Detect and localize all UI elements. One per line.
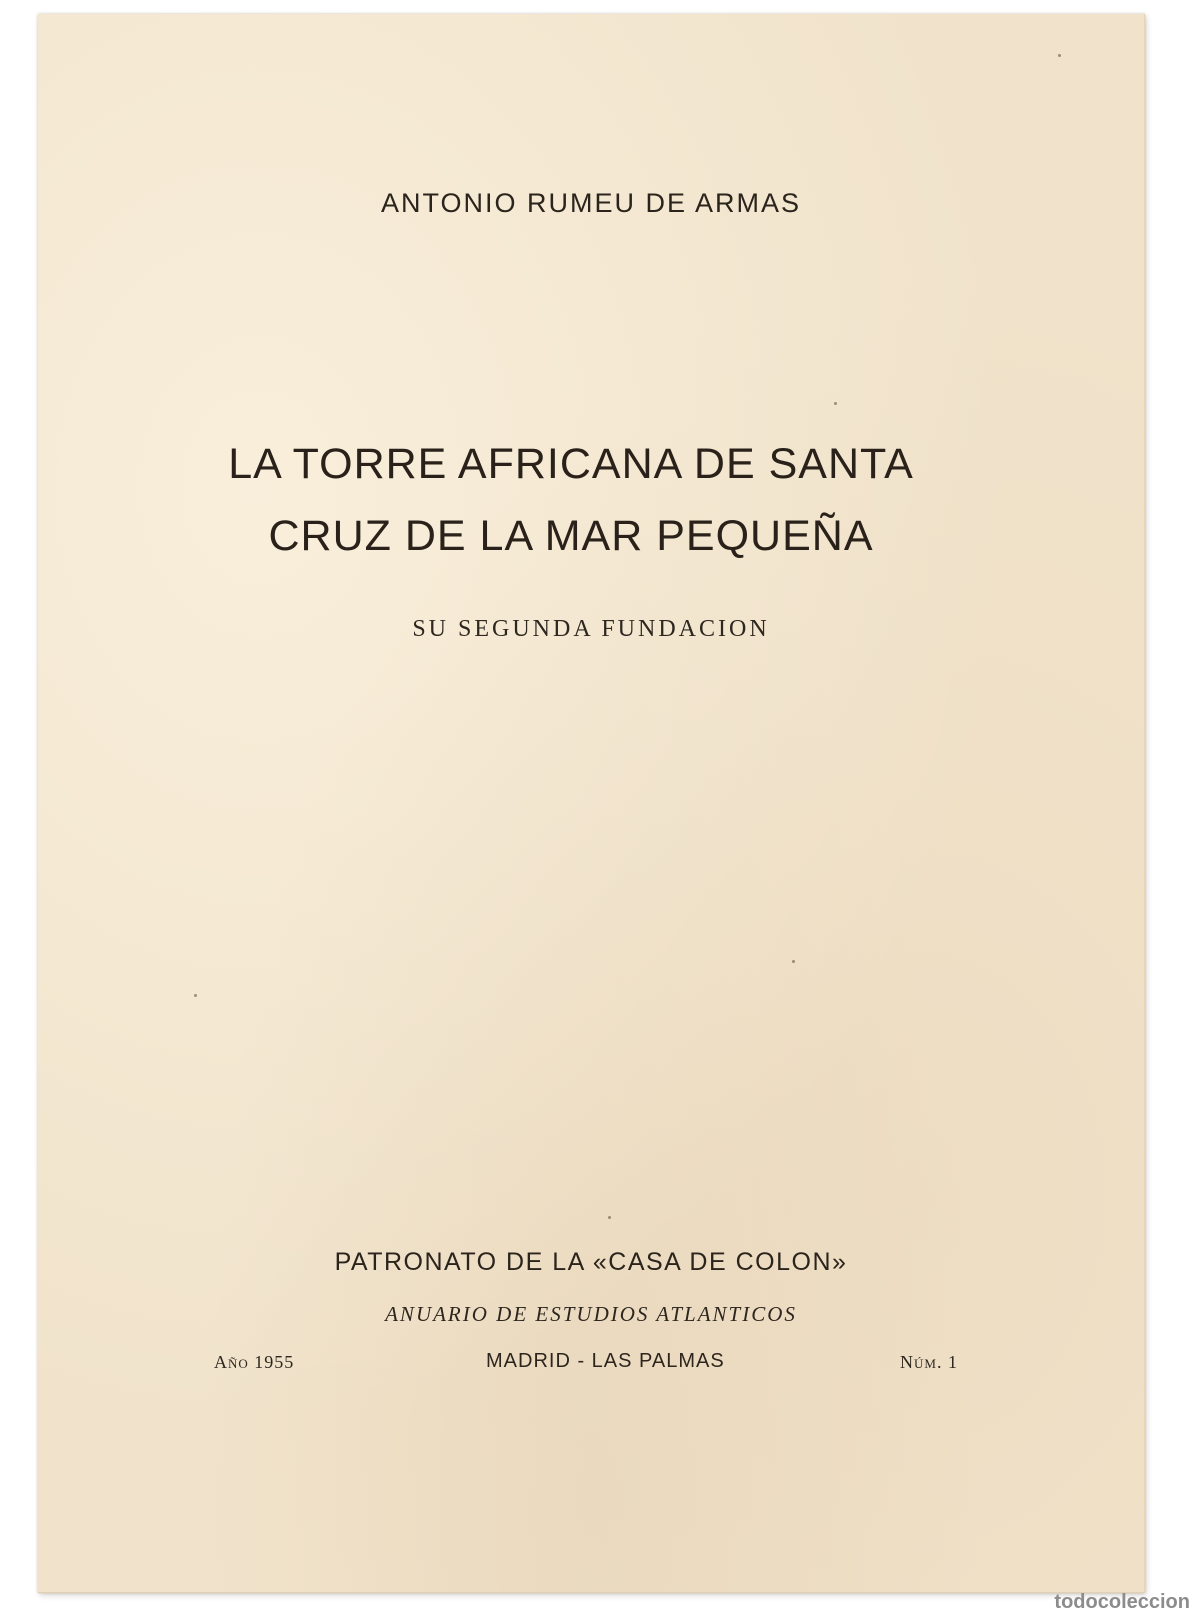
paper-speck: [194, 994, 197, 997]
series-title: ANUARIO DE ESTUDIOS ATLANTICOS: [385, 1302, 797, 1326]
paper-speck: [792, 960, 795, 963]
watermark-text: todocoleccion: [1054, 1591, 1190, 1613]
paper-speck: [1058, 54, 1061, 57]
publication-year: Año 1955: [214, 1352, 295, 1372]
publisher: PATRONATO DE LA «CASA DE COLON»: [334, 1248, 848, 1276]
title-line-2: CRUZ DE LA MAR PEQUEÑA: [268, 512, 874, 560]
author-name: ANTONIO RUMEU DE ARMAS: [380, 188, 802, 218]
book-cover: [38, 14, 1145, 1593]
paper-speck: [608, 1216, 611, 1219]
title-line-1: LA TORRE AFRICANA DE SANTA: [228, 440, 914, 488]
issue-number: Núm. 1: [900, 1352, 958, 1372]
subtitle: SU SEGUNDA FUNDACION: [412, 616, 770, 642]
publication-place: MADRID - LAS PALMAS: [486, 1350, 725, 1372]
imprint-row: [214, 1352, 974, 1382]
paper-speck: [834, 402, 837, 405]
